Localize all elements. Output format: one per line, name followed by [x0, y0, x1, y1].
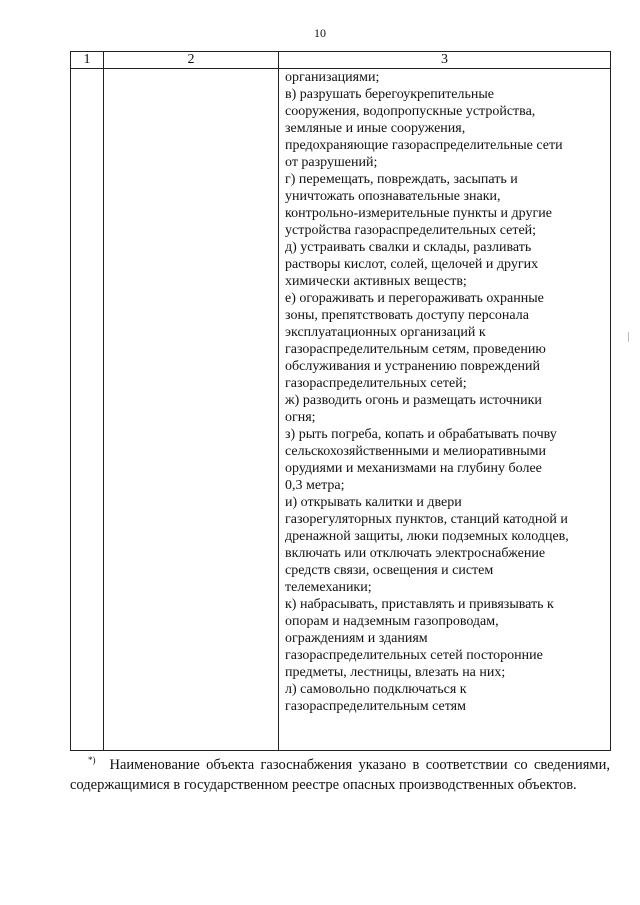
list-item: л) самовольно подключаться к: [285, 682, 467, 697]
list-item: сооружения, водопропускные устройства,: [285, 104, 536, 119]
list-item: обслуживания и устранению повреждений: [285, 359, 541, 374]
list-item: газораспределительных сетей;: [285, 376, 467, 391]
list-item: контрольно-измерительные пункты и другие: [285, 206, 552, 221]
footnote-marker: *): [88, 755, 96, 765]
list-item: газораспределительных сетей посторонние: [285, 648, 543, 663]
list-item: сельскохозяйственными и мелиоративными: [285, 444, 547, 459]
list-item: устройства газораспределительных сетей;: [285, 223, 537, 238]
list-item: дренажной защиты, люки подземных колодцев,: [285, 529, 569, 544]
regulation-table: [70, 51, 611, 751]
list-item: телемеханики;: [285, 580, 372, 595]
cell-col-3: [279, 69, 611, 751]
margin-mark: [628, 332, 629, 342]
list-item: ограждениям и зданиям: [285, 631, 428, 646]
list-item: опорам и надземным газопроводам,: [285, 614, 499, 629]
list-item: ж) разводить огонь и размещать источники: [285, 393, 542, 408]
list-item: з) рыть погреба, копать и обрабатывать почву: [285, 427, 557, 442]
list-item: предохраняющие газораспределительные сети: [285, 138, 563, 153]
prohibitions-list: [279, 69, 610, 715]
list-item: газораспределительным сетям, проведению: [285, 342, 546, 357]
list-item: организациями;: [285, 70, 380, 85]
list-item: включать или отключать электроснабжение: [285, 546, 546, 561]
list-item: средств связи, освещения и систем: [285, 563, 494, 578]
list-item: огня;: [285, 410, 316, 425]
list-item: газорегуляторных пунктов, станций катодной и: [285, 512, 568, 527]
header-col-2: 2: [104, 52, 279, 69]
list-item: от разрушений;: [285, 155, 378, 170]
list-item: уничтожать опознавательные знаки,: [285, 189, 501, 204]
list-item: г) перемещать, повреждать, засыпать и: [285, 172, 518, 187]
list-item: орудиями и механизмами на глубину более: [285, 461, 542, 476]
list-item: 0,3 метра;: [285, 478, 345, 493]
list-item: земляные и иные сооружения,: [285, 121, 466, 136]
table-header-row: [71, 52, 611, 69]
cell-col-2: [104, 69, 279, 751]
list-item: эксплуатационных организаций к: [285, 325, 486, 340]
list-item: е) огораживать и перегораживать охранные: [285, 291, 544, 306]
list-item: газораспределительным сетям: [285, 699, 466, 714]
list-item: зоны, препятствовать доступу персонала: [285, 308, 529, 323]
page-number: 10: [314, 26, 326, 40]
table-row: [71, 69, 611, 751]
cell-col-1: [71, 69, 104, 751]
list-item: д) устраивать свалки и склады, разливать: [285, 240, 532, 255]
list-item: в) разрушать берегоукрепительные: [285, 87, 495, 102]
list-item: растворы кислот, солей, щелочей и других: [285, 257, 539, 272]
list-item: к) набрасывать, приставлять и привязывать к: [285, 597, 554, 612]
list-item: предметы, лестницы, влезать на них;: [285, 665, 506, 680]
footnote: [70, 755, 610, 795]
footnote-text: Наименование объекта газоснабжения указано в соответствии со сведениями, содержащимися в государственном реестре опасных производственных объектов.: [70, 757, 610, 793]
list-item: химически активных веществ;: [285, 274, 467, 289]
list-item: и) открывать калитки и двери: [285, 495, 462, 510]
header-col-3: 3: [279, 52, 611, 69]
header-col-1: 1: [71, 52, 104, 69]
